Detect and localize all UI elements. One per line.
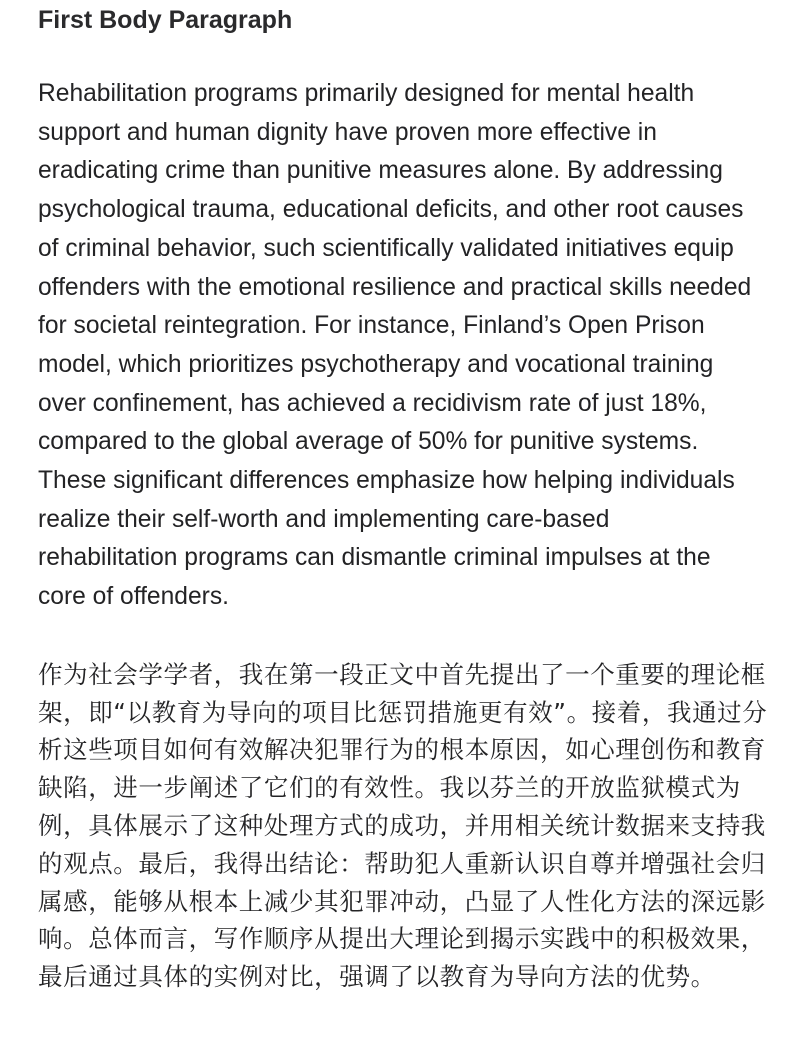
paragraph-line: for societal reintegration. For instance, Finland’s Open Prison	[38, 312, 705, 340]
paragraph-line: Rehabilitation programs primarily designed for mental health	[38, 80, 695, 107]
paragraph-line: 属感，能够从根本上减少其犯罪冲动，凸显了人性化方法的深远影	[38, 886, 766, 916]
paragraph-line: 析这些项目如何有效解决犯罪行为的根本原因，如心理创伤和教育	[38, 735, 766, 765]
section-heading: First Body Paragraph	[38, 6, 293, 34]
chinese-paragraph	[38, 656, 800, 996]
paragraph-line: 的观点。最后，我得出结论：帮助犯人重新认识自尊并增强社会归	[38, 848, 766, 878]
paragraph-line: realize their self-worth and implementing care-based	[38, 505, 610, 533]
paragraph-line: model, which prioritizes psychotherapy and vocational training	[38, 350, 714, 378]
paragraph-line: 作为社会学学者，我在第一段正文中首先提出了一个重要的理论框	[38, 659, 766, 689]
paragraph-line: 缺陷，进一步阐述了它们的有效性。我以芬兰的开放监狱模式为	[38, 773, 741, 803]
paragraph-line: These significant differences emphasize how helping individuals	[38, 467, 735, 495]
english-paragraph	[38, 75, 800, 617]
paragraph-line: rehabilitation programs can dismantle criminal impulses at the	[38, 544, 711, 572]
paragraph-line: eradicating crime than punitive measures alone. By addressing	[38, 157, 723, 185]
paragraph-line: offenders with the emotional resilience and practical skills needed	[38, 273, 752, 301]
paragraph-line: core of offenders.	[38, 583, 229, 611]
paragraph-line: 架，即“以教育为导向的项目比惩罚措施更有效”。接着，我通过分	[38, 697, 768, 727]
paragraph-line: psychological trauma, educational deficits, and other root causes	[38, 196, 744, 224]
paragraph-line: support and human dignity have proven more effective in	[38, 118, 657, 146]
paragraph-line: 响。总体而言，写作顺序从提出大理论到揭示实践中的积极效果，	[38, 924, 766, 954]
paragraph-line: 例，具体展示了这种处理方式的成功，并用相关统计数据来支持我	[38, 811, 766, 841]
paragraph-line: of criminal behavior, such scientifically validated initiatives equip	[38, 234, 734, 262]
paragraph-line: compared to the global average of 50% for punitive systems.	[38, 428, 699, 456]
paragraph-line: 最后通过具体的实例对比，强调了以教育为导向方法的优势。	[38, 962, 716, 992]
paragraph-line: over confinement, has achieved a recidivism rate of just 18%,	[38, 389, 707, 417]
